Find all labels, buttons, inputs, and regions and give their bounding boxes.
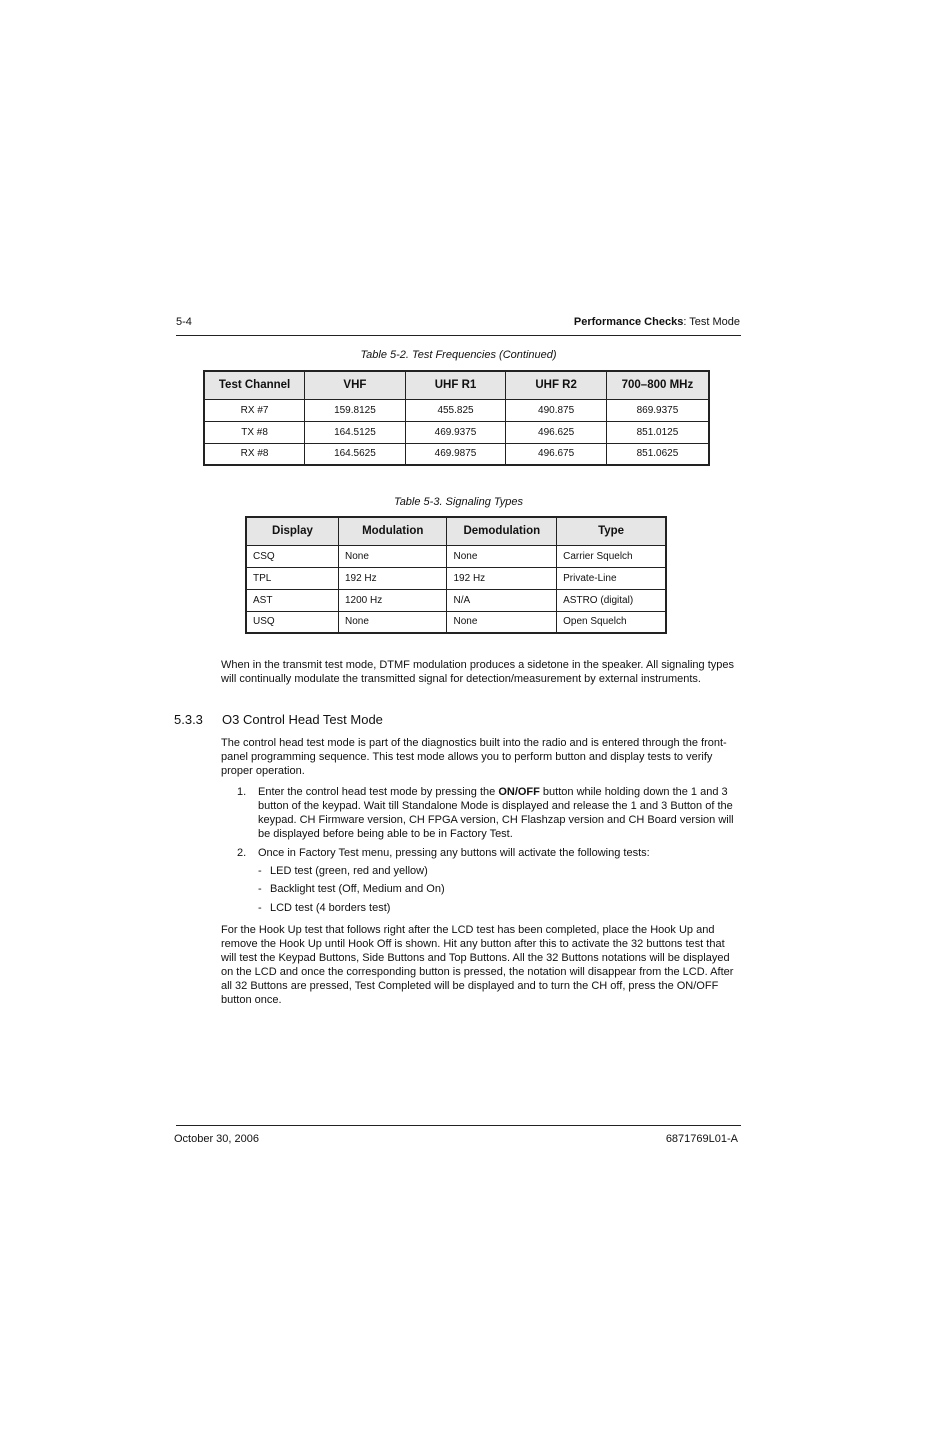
table-cell: 455.825 (405, 399, 506, 421)
table-cell: 164.5625 (305, 443, 406, 465)
column-header: Test Channel (204, 371, 305, 399)
step-number: 1. (237, 786, 247, 798)
table-cell: None (338, 545, 447, 567)
test-frequencies-table (203, 370, 710, 466)
table-cell: 851.0125 (606, 421, 709, 443)
table-cell: USQ (246, 611, 338, 633)
table-cell: 159.8125 (305, 399, 406, 421)
step-text-post: button while holding down the 1 and 3 button of the keypad. Wait till Standalone Mode is displayed and release the 1 and 3 Button of the keypad. CH Firmware version, CH FPGA version, CH Flashzap version and CH Board version will be displayed before being able to be in Factory Test. (258, 786, 734, 840)
table-header-row (204, 371, 709, 399)
table-cell: RX #8 (204, 443, 305, 465)
running-header-section: Performance Checks (573, 316, 684, 328)
table-cell: TPL (246, 567, 338, 589)
column-header: UHF R1 (405, 371, 506, 399)
table-cell: Private-Line (557, 567, 666, 589)
step-text (258, 785, 740, 841)
column-header: Type (557, 517, 666, 545)
table-5-3-caption: Table 5-3. Signaling Types (393, 496, 524, 508)
transmit-mode-paragraph: When in the transmit test mode, DTMF modulation produces a sidetone in the speaker. All signaling types will continually modulate the transmitted signal for detection/measurement by external instruments. (221, 659, 734, 685)
table-5-2-caption: Table 5-2. Test Frequencies (Continued) (360, 349, 557, 361)
table-cell: 490.875 (506, 399, 607, 421)
table-cell: 469.9875 (405, 443, 506, 465)
table-cell: Carrier Squelch (557, 545, 666, 567)
section-heading (174, 712, 383, 727)
section-title: O3 Control Head Test Mode (222, 712, 383, 727)
table-cell: 869.9375 (606, 399, 709, 421)
table-row (204, 421, 709, 443)
step-text: Once in Factory Test menu, pressing any buttons will activate the following tests: (258, 847, 650, 859)
signaling-types-table (245, 516, 667, 634)
table-cell: AST (246, 589, 338, 611)
footer-doc-number: 6871769L01-A (665, 1133, 738, 1145)
dash-bullet: - (258, 902, 262, 914)
intro-paragraph: The control head test mode is part of the diagnostics built into the radio and is entered through the front-panel programming sequence. This test mode allows you to perform button and display tests to verify proper operation. (221, 737, 727, 777)
test-item: Backlight test (Off, Medium and On) (270, 883, 445, 895)
test-item: LCD test (4 borders test) (270, 902, 391, 914)
footer-date: October 30, 2006 (174, 1133, 260, 1145)
table-cell: 1200 Hz (338, 589, 447, 611)
column-header: 700–800 MHz (606, 371, 709, 399)
column-header: UHF R2 (506, 371, 607, 399)
table-cell: Open Squelch (557, 611, 666, 633)
table-row (246, 567, 666, 589)
footer-rule (176, 1125, 741, 1126)
test-item: LED test (green, red and yellow) (270, 865, 428, 877)
table-row (204, 399, 709, 421)
table-cell: None (338, 611, 447, 633)
table-cell: 851.0625 (606, 443, 709, 465)
table-cell: 192 Hz (447, 567, 557, 589)
page-number: 5-4 (176, 316, 192, 328)
table-cell: 469.9375 (405, 421, 506, 443)
hook-up-paragraph: For the Hook Up test that follows right after the LCD test has been completed, place the Hook Up and remove the Hook Up until Hook Off is shown. Hit any button after this to activate the 32 buttons test that will test the Keypad Buttons, Side Buttons and Top Buttons. All the 32 Buttons notations will be displayed on the LCD and once the corresponding button is pressed, the notation will disappear from the LCD. After all 32 Buttons are pressed, Test Completed will be displayed and to turn the CH off, press the ON/OFF button once. (221, 924, 734, 1006)
running-header-topic: Test Mode (689, 316, 740, 328)
dash-bullet: - (258, 883, 262, 895)
table-cell: None (447, 545, 557, 567)
table-cell: 164.5125 (305, 421, 406, 443)
column-header: Demodulation (447, 517, 557, 545)
header-rule (176, 335, 741, 336)
table-cell: 496.625 (506, 421, 607, 443)
table-header-row (246, 517, 666, 545)
step-text-pre: Enter the control head test mode by pressing the (258, 786, 499, 798)
table-row (246, 545, 666, 567)
table-cell: RX #7 (204, 399, 305, 421)
column-header: Modulation (338, 517, 447, 545)
column-header: Display (246, 517, 338, 545)
column-header: VHF (305, 371, 406, 399)
table-cell: CSQ (246, 545, 338, 567)
section-number: 5.3.3 (174, 712, 203, 727)
table-cell: ASTRO (digital) (557, 589, 666, 611)
step-text-bold: ON/OFF (498, 786, 540, 798)
running-header (574, 316, 740, 328)
table-row (246, 589, 666, 611)
table-cell: 496.675 (506, 443, 607, 465)
step-number: 2. (237, 847, 247, 859)
table-row (204, 443, 709, 465)
table-cell: TX #8 (204, 421, 305, 443)
dash-bullet: - (258, 865, 262, 877)
table-row (246, 611, 666, 633)
table-cell: 192 Hz (338, 567, 447, 589)
running-header-separator: : (683, 316, 690, 328)
table-cell: None (447, 611, 557, 633)
table-cell: N/A (447, 589, 557, 611)
